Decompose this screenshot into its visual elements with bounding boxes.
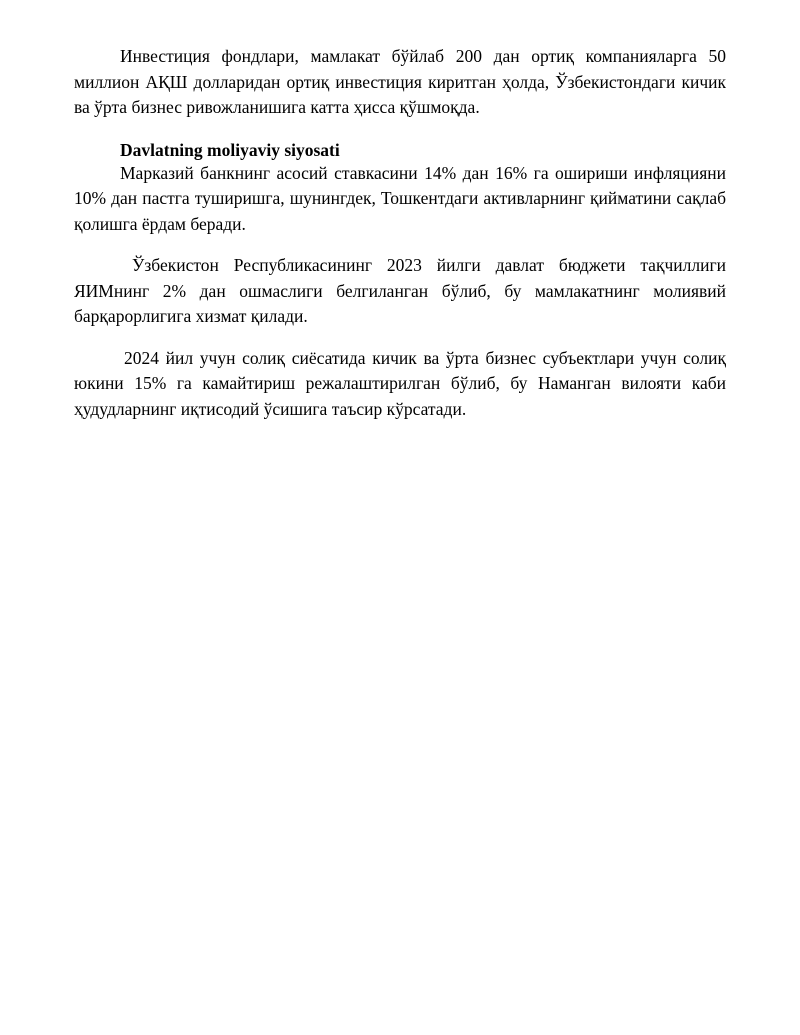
paragraph-central-bank-rate: Марказий банкнинг асосий ставкасини 14% дан 16% га ошириши инфляцияни 10% дан пастга туширишга, шунингдек, Тошкентдаги активларнинг қийматини сақлаб қолишга ёрдам беради. bbox=[74, 162, 726, 234]
section-heading: Davlatning moliyaviy siyosati bbox=[120, 139, 340, 160]
document-body bbox=[74, 44, 726, 422]
paragraph-tax-policy: 2024 йил учун солиқ сиёсатида кичик ва ўрта бизнес субъектлари учун солиқ юкини 15% га камайтириш режалаштирилган бўлиб, бу Наманган вилояти каби ҳудудларнинг иқтисодий ўсишига таъсир кўрсатади. bbox=[74, 347, 726, 419]
paragraph-investment-funds: Инвестиция фондлари, мамлакат бўйлаб 200 дан ортиқ компанияларга 50 миллион АҚШ долларидан ортиқ инвестиция киритган ҳолда, Ўзбекистондаги кичик ва ўрта бизнес ривожланишига катта ҳисса қўшмоқда. bbox=[74, 46, 726, 117]
paragraph-state-budget: Ўзбекистон Республикасининг 2023 йилги давлат бюджети тақчиллиги ЯИМнинг 2% дан ошмаслиги белгиланган бўлиб, бу мамлакатнинг молиявий барқарорлигига хизмат қилади. bbox=[74, 255, 726, 326]
